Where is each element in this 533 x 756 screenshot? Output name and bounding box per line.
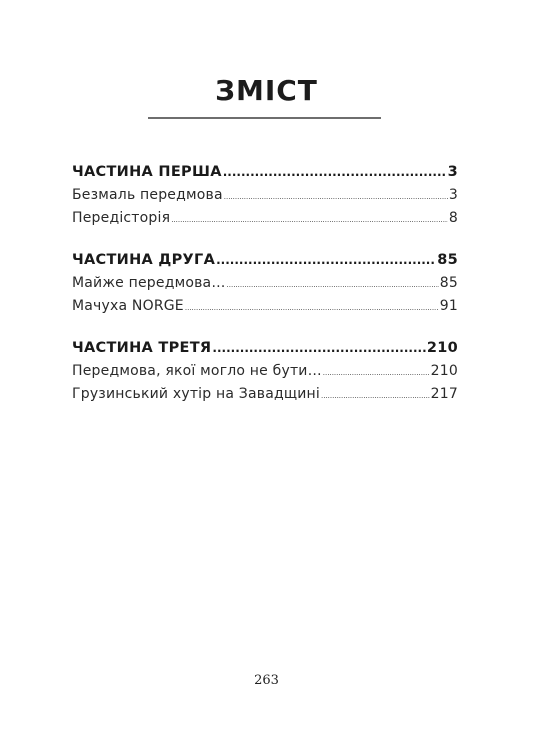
toc-part-entry (72, 248, 458, 272)
toc-chapter-title: Грузинський хутір на Завадщині (72, 386, 320, 402)
toc-page-number: 210 (430, 363, 458, 379)
toc-dot-leader (185, 295, 439, 320)
toc-dot-leader (321, 383, 430, 408)
toc-chapter-entry (72, 295, 458, 318)
toc-dot-leader (224, 184, 448, 209)
toc-page-number: 210 (426, 340, 458, 356)
toc-page-number: 3 (448, 187, 458, 203)
toc-part-title: ЧАСТИНА ПЕРША (72, 164, 222, 180)
toc-section-3 (72, 336, 458, 406)
toc-dot-leader (227, 272, 439, 297)
toc-page-number: 85 (437, 252, 458, 268)
toc-part-entry (72, 336, 458, 360)
toc-chapter-entry (72, 207, 458, 230)
toc-chapter-title: Майже передмова… (72, 275, 226, 291)
toc-page-number: 8 (448, 210, 458, 226)
page-title: ЗМІСТ (215, 74, 318, 107)
title-underline (148, 117, 381, 119)
toc-page-number: 85 (439, 275, 458, 291)
toc-section-1 (72, 160, 458, 230)
toc-dot-leader (216, 248, 436, 272)
toc-chapter-title: Мачуха NORGE (72, 298, 184, 314)
toc-page-number: 91 (439, 298, 458, 314)
toc-part-entry (72, 160, 458, 184)
toc-chapter-title: Безмаль передмова (72, 187, 223, 203)
toc-chapter-entry (72, 383, 458, 406)
toc-chapter-title: Передмова, якої могло не бути… (72, 363, 322, 379)
toc-dot-leader (223, 160, 447, 184)
toc-dot-leader (212, 336, 425, 360)
toc-dot-leader (323, 360, 430, 385)
toc-section-2 (72, 248, 458, 318)
toc-chapter-entry (72, 184, 458, 207)
toc-page-number: 3 (447, 164, 458, 180)
page-number: 263 (254, 673, 279, 688)
toc-chapter-entry (72, 272, 458, 295)
toc-dot-leader (171, 207, 448, 232)
toc-part-title: ЧАСТИНА ТРЕТЯ (72, 340, 212, 356)
table-of-contents (72, 160, 458, 424)
toc-chapter-entry (72, 360, 458, 383)
toc-chapter-title: Передісторія (72, 210, 171, 226)
toc-page-number: 217 (430, 386, 458, 402)
toc-part-title: ЧАСТИНА ДРУГА (72, 252, 216, 268)
